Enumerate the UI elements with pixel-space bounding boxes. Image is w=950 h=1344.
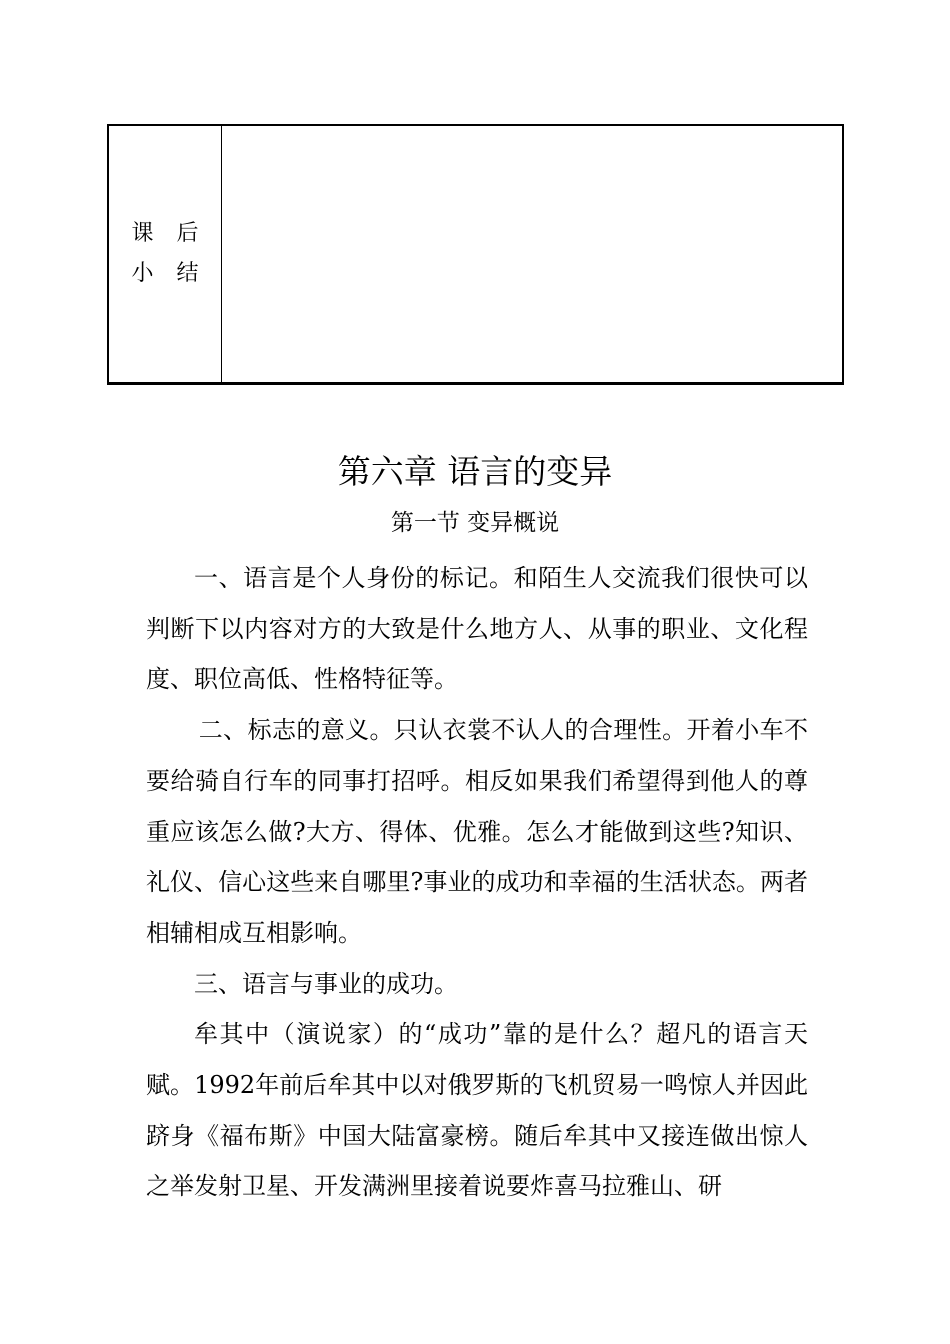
section-title: 第一节 变异概说 <box>390 510 560 536</box>
paragraph-significance: 二、标志的意义。只认衣裳不认人的合理性。开着小车不要给骑自行车的同事打招呼。相反如果我们希望得到他人的尊重应该怎么做?大方、得体、优雅。怎么才能做到这些?知识、礼仪、信心这些来自哪里?事业的成功和幸福的生活状态。两者相辅相成互相影响。 <box>146 716 808 947</box>
paragraph-language-and-success: 三、语言与事业的成功。 <box>194 969 458 998</box>
body-text <box>146 553 808 1212</box>
paragraph-mou-qizhong: 牟其中（演说家）的“成功”靠的是什么？超凡的语言天赋。1992年前后牟其中以对俄罗斯的飞机贸易一鸣惊人并因此跻身《福布斯》中国大陆富豪榜。随后牟其中又接连做出惊人之举发射卫星、开发满洲里接着说要炸喜马拉雅山、研 <box>146 1020 808 1201</box>
chapter-title: 第六章 语言的变异 <box>337 452 613 491</box>
summary-table <box>107 124 844 385</box>
summary-label-line-2: 小 结 <box>131 261 207 286</box>
paragraph-identity-marker: 一、语言是个人身份的标记。和陌生人交流我们很快可以判断下以内容对方的大致是什么地方人、从事的职业、文化程度、职位高低、性格特征等。 <box>146 564 808 694</box>
summary-label-cell <box>109 126 222 382</box>
summary-label <box>109 214 221 294</box>
summary-label-line-1: 课 后 <box>131 221 207 246</box>
summary-content-cell <box>222 126 842 382</box>
